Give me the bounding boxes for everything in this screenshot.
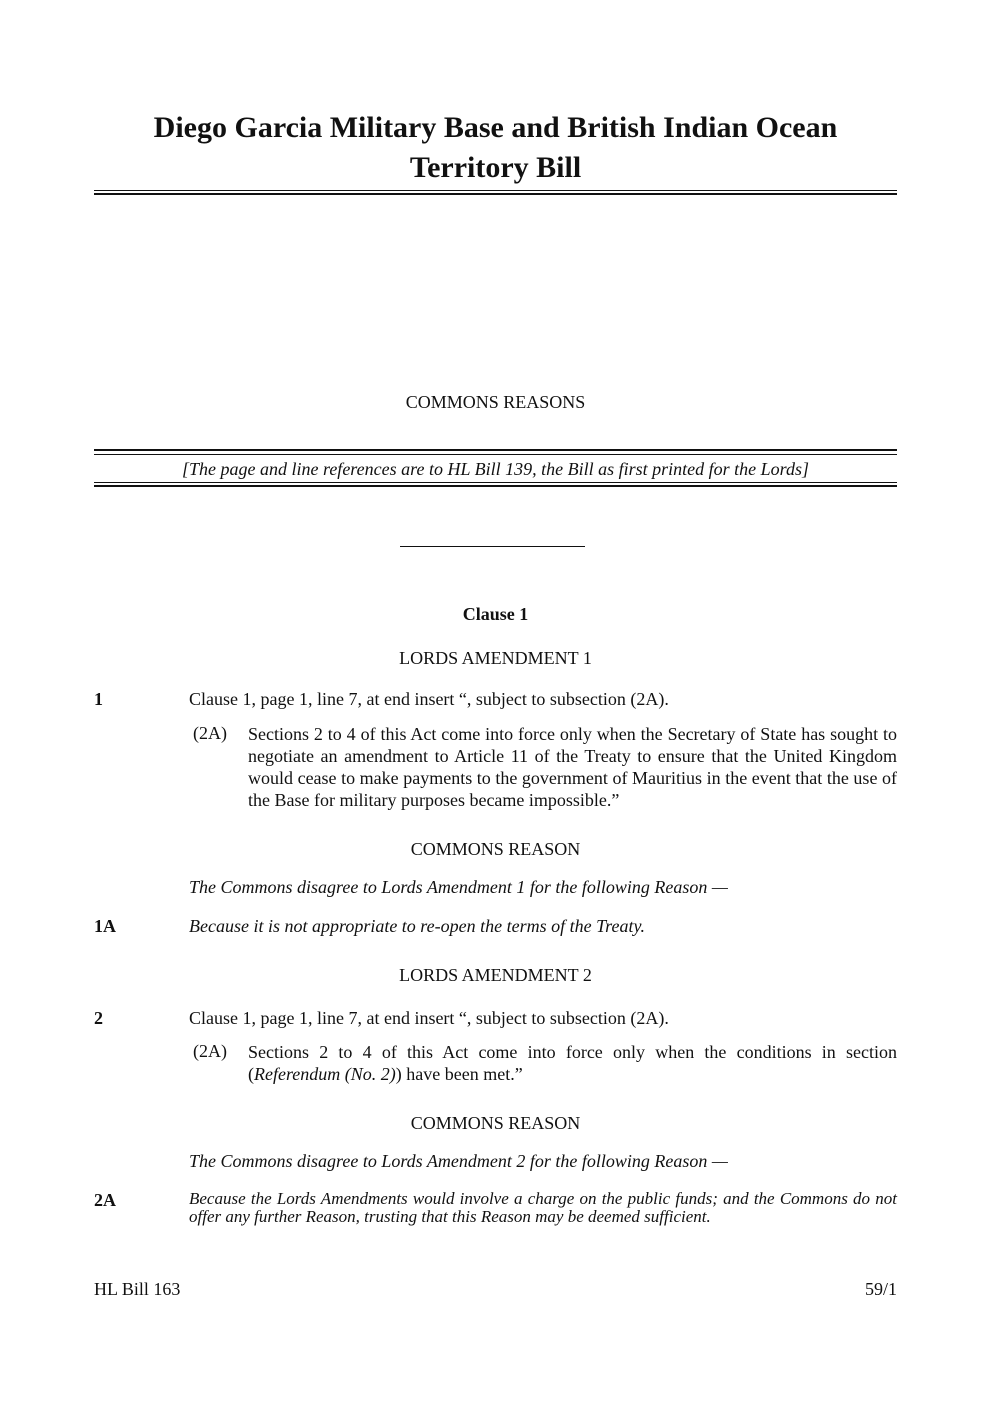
- divider: [94, 482, 897, 483]
- amendment-number: 1: [94, 689, 103, 709]
- amendment-number: 2: [94, 1008, 103, 1028]
- amendment-text: Clause 1, page 1, line 7, at end insert “, subject to subsection (2A).: [189, 1008, 669, 1028]
- reason-heading: COMMONS REASON: [410, 839, 581, 859]
- divider: [94, 449, 897, 451]
- reason-text: Because the Lords Amendments would involve a charge on the public funds; and the Commons do not offer any further Reason, trusting that this Reason may be deemed sufficient.: [189, 1189, 897, 1226]
- reason-intro: The Commons disagree to Lords Amendment 1 for the following Reason —: [189, 877, 728, 897]
- short-divider: [400, 546, 585, 547]
- amendment-heading: LORDS AMENDMENT 2: [399, 965, 592, 985]
- reason-number: 2A: [94, 1190, 116, 1210]
- reason-text: Because it is not appropriate to re-open the terms of the Treaty.: [189, 916, 645, 936]
- amendment-text: Clause 1, page 1, line 7, at end insert “, subject to subsection (2A).: [189, 689, 669, 709]
- reason-number: 1A: [94, 916, 116, 936]
- subsection-text: [248, 1041, 897, 1085]
- footer-code: 59/1: [864, 1279, 897, 1299]
- section-heading: COMMONS REASONS: [405, 392, 586, 412]
- reference-note: [The page and line references are to HL Bill 139, the Bill as first printed for the Lords]: [182, 459, 809, 479]
- footer-bill-number: HL Bill 163: [94, 1279, 181, 1299]
- subsection-text-part: Sections 2 to 4 of this Act come into force only when the conditions in section (: [248, 1042, 897, 1084]
- reason-heading: COMMONS REASON: [410, 1113, 581, 1133]
- divider: [94, 193, 897, 195]
- amendment-heading: LORDS AMENDMENT 1: [399, 648, 592, 668]
- divider: [94, 190, 897, 191]
- clause-heading: Clause 1: [462, 604, 529, 624]
- referenced-section: Referendum (No. 2): [254, 1064, 396, 1084]
- subsection-text: Sections 2 to 4 of this Act come into force only when the Secretary of State has sought to negotiate an amendment to Article 11 of the Treaty to ensure that the United Kingdom would cease to make payments to the government of Mauritius in the event that the use of the Base for military purposes became impossible.”: [248, 724, 897, 810]
- divider: [94, 454, 897, 455]
- subsection-label: (2A): [193, 1041, 227, 1061]
- reason-intro: The Commons disagree to Lords Amendment 2 for the following Reason —: [189, 1151, 728, 1171]
- bill-title: Diego Garcia Military Base and British Indian Ocean Territory Bill: [153, 111, 838, 184]
- subsection-text-part: ) have been met.”: [395, 1064, 523, 1084]
- divider: [94, 485, 897, 487]
- subsection-label: (2A): [193, 723, 227, 743]
